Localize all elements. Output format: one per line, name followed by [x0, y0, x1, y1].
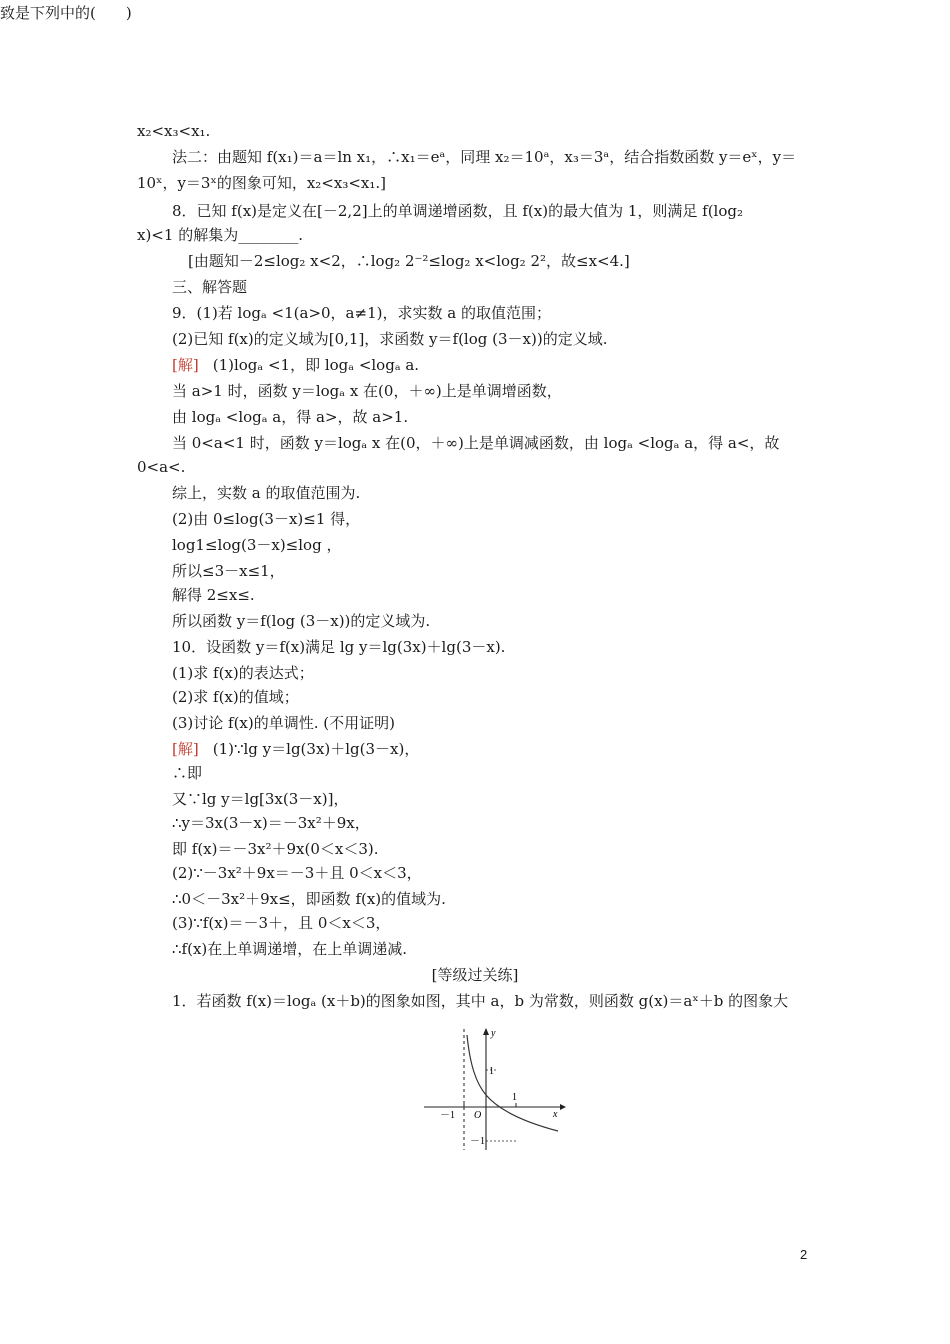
text-line: [172, 198, 743, 224]
line-text: 当 a>1 时，函数 y＝logₐ x 在(0，＋∞)上是单调增函数，: [172, 382, 562, 400]
solution-tag: [解]: [172, 356, 199, 374]
text-line: [172, 886, 446, 912]
line-text: [由题知－2≤log₂ x<2，∴log₂ 2⁻²≤log₂ x<log₂ 2²，故≤x<4.]: [188, 252, 630, 270]
line-text: (3)讨论 f(x)的单调性. (不用证明): [172, 714, 395, 732]
tick-y-pos: 1: [489, 1066, 494, 1077]
section-heading: [0, 962, 950, 988]
line-text: 所以函数 y＝f(log (3－x))的定义域为.: [172, 612, 431, 630]
line-text: (2)求 f(x)的值域；: [172, 688, 299, 706]
text-line: [172, 988, 788, 1014]
line-text: 致是下列中的( ): [0, 4, 132, 22]
origin-label: O: [474, 1110, 482, 1121]
axis-x-label: x: [553, 1109, 558, 1120]
text-line: [172, 430, 779, 456]
line-text: 0<a<.: [137, 458, 186, 476]
text-line: [172, 836, 379, 862]
line-text: ∴即: [172, 764, 203, 782]
text-line: [172, 558, 285, 584]
line-text: (2)∵－3x²＋9x＝－3＋且 0＜x＜3，: [172, 864, 422, 882]
text-line: [172, 760, 202, 786]
text-line: [172, 936, 407, 962]
line-text: 即 f(x)＝－3x²＋9x(0＜x＜3).: [172, 840, 379, 858]
text-line: [172, 786, 348, 812]
line-text: log1≤log(3－x)≤log ，: [172, 536, 342, 554]
text-line: [172, 634, 505, 660]
text-line: [172, 910, 390, 936]
text-line: [172, 326, 607, 352]
line-text: ∴f(x)在上单调递增，在上单调递减.: [172, 940, 408, 958]
line-text: 解得 2≤x≤.: [172, 586, 255, 604]
text-line: [172, 710, 395, 736]
line-text: [等级过关练]: [431, 966, 519, 984]
line-text: (1)∵lg y＝lg(3x)＋lg(3－x)，: [212, 740, 420, 758]
line-text: 三、解答题: [172, 278, 248, 296]
text-line: [188, 248, 630, 274]
line-text: ∴0＜－3x²＋9x≤，即函数 f(x)的值域为.: [172, 890, 446, 908]
text-line: [172, 582, 255, 608]
line-text: 所以≤3－x≤1，: [172, 562, 285, 580]
line-text: 10．设函数 y＝f(x)满足 lg y＝lg(3x)＋lg(3－x).: [172, 638, 506, 656]
text-line: [137, 118, 210, 144]
line-text: x)<1 的解集为________.: [137, 226, 303, 244]
axis-y-label: y: [491, 1028, 496, 1039]
text-line: [172, 532, 341, 558]
page-number: 2: [800, 1247, 808, 1262]
text-line: [172, 506, 360, 532]
text-line: [172, 378, 562, 404]
line-text: (2)由 0≤log(3－x)≤1 得，: [172, 510, 361, 528]
tick-y-neg: －1: [470, 1136, 485, 1147]
line-text: 8．已知 f(x)是定义在[－2,2]上的单调递增函数，且 f(x)的最大值为 1，则满足 f(log₂: [172, 202, 743, 220]
line-text: 法二：由题知 f(x₁)＝a＝ln x₁，∴x₁＝eᵃ，同理 x₂＝10ᵃ，x₃＝3ᵃ，结合指数函数 y＝eˣ，y＝: [172, 148, 797, 166]
text-line: [0, 0, 132, 26]
text-line: [172, 300, 551, 326]
line-text: 10ˣ，y＝3ˣ的图象可知，x₂<x₃<x₁.]: [137, 174, 386, 192]
text-line: [172, 860, 422, 886]
text-line: [137, 454, 185, 480]
text-line: [172, 660, 314, 686]
line-text: 综上，实数 a 的取值范围为.: [172, 484, 361, 502]
line-text: 1．若函数 f(x)＝logₐ (x＋b)的图象如图，其中 a，b 为常数，则函数 g(x)＝aˣ＋b 的图象大: [172, 992, 789, 1010]
text-line: [137, 222, 303, 248]
text-line: [172, 404, 408, 430]
text-line: [172, 480, 360, 506]
text-line: [137, 170, 386, 196]
line-text: (1)logₐ <1，即 logₐ <logₐ a.: [212, 356, 420, 374]
tick-x-neg: －1: [440, 1110, 455, 1121]
text-line: [172, 608, 430, 634]
line-text: x₂<x₃<x₁.: [137, 122, 211, 140]
tick-x-pos: 1: [512, 1092, 517, 1103]
line-text: (1)求 f(x)的表达式；: [172, 664, 314, 682]
line-text: 当 0<a<1 时，函数 y＝logₐ x 在(0，＋∞)上是单调减函数，由 logₐ <logₐ a，得 a<，故: [172, 434, 780, 452]
text-line: [172, 144, 796, 170]
line-text: ∴y＝3x(3－x)＝－3x²＋9x，: [172, 814, 370, 832]
log-function-graph: [420, 1025, 570, 1153]
text-line: [172, 684, 299, 710]
line-text: (3)∵f(x)＝－3＋，且 0＜x＜3，: [172, 914, 391, 932]
text-line: [172, 352, 419, 378]
text-line: [172, 274, 247, 300]
text-line: [172, 810, 370, 836]
solution-tag: [解]: [172, 740, 199, 758]
text-line: [172, 736, 419, 762]
line-text: 又∵lg y＝lg[3x(3－x)]，: [172, 790, 349, 808]
line-text: (2)已知 f(x)的定义域为[0,1]，求函数 y＝f(log (3－x))的定义域.: [172, 330, 608, 348]
line-text: 由 logₐ <logₐ a，得 a>，故 a>1.: [172, 408, 409, 426]
line-text: 9．(1)若 logₐ <1(a>0，a≠1)，求实数 a 的取值范围；: [172, 304, 551, 322]
